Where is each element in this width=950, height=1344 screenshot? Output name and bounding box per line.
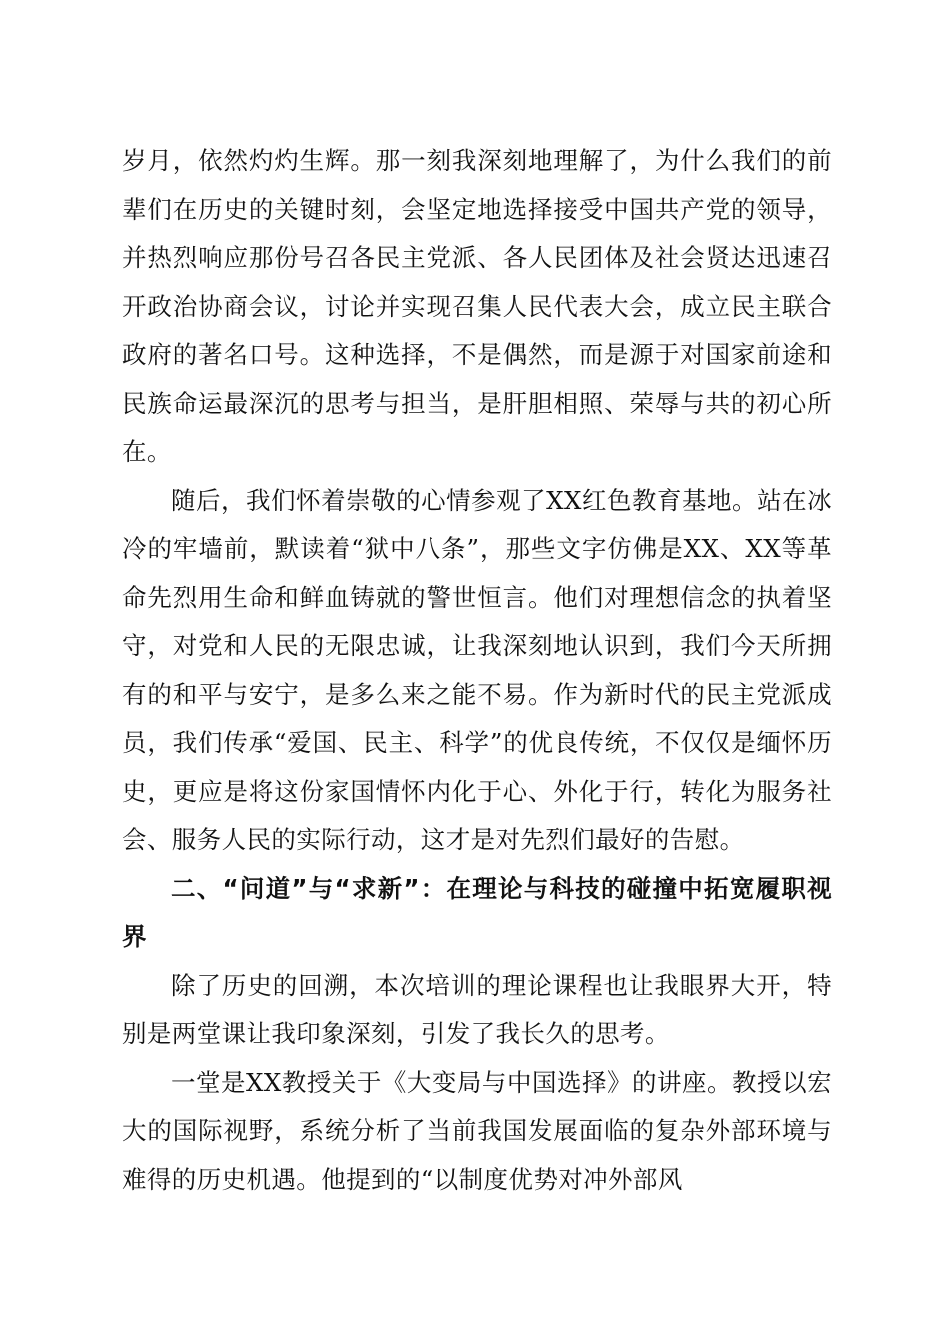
- section-heading-two: 二、“问道”与“求新”：在理论与科技的碰撞中拓宽履职视界: [122, 873, 832, 951]
- paragraph-lecture: 一堂是XX教授关于《大变局与中国选择》的讲座。教授以宏大的国际视野，系统分析了当前我国发展面临的复杂外部环境与难得的历史机遇。他提到的“以制度优势对冲外部风: [122, 1067, 832, 1194]
- paragraph-theory-courses: 除了历史的回溯，本次培训的理论课程也让我眼界大开，特别是两堂课让我印象深刻，引发了我长久的思考。: [122, 970, 832, 1048]
- document-body: [122, 137, 832, 1204]
- paragraph-red-education-visit: 随后，我们怀着崇敬的心情参观了XX红色教育基地。站在冰冷的牢墙前，默读着“狱中八条”，那些文字仿佛是XX、XX等革命先烈用生命和鲜血铸就的警世恒言。他们对理想信念的执着坚守，对党和人民的无限忠诚，让我深刻地认识到，我们今天所拥有的和平与安宁，是多么来之能不易。作为新时代的民主党派成员，我们传承“爱国、民主、科学”的优良传统，不仅仅是缅怀历史，更应是将这份家国情怀内化于心、外化于行，转化为服务社会、服务人民的实际行动，这才是对先烈们最好的告慰。: [122, 485, 832, 854]
- paragraph-continuation: 岁月，依然灼灼生辉。那一刻我深刻地理解了，为什么我们的前辈们在历史的关键时刻，会坚定地选择接受中国共产党的领导，并热烈响应那份号召各民主党派、各人民团体及社会贤达迅速召开政治协商会议，讨论并实现召集人民代表大会，成立民主联合政府的著名口号。这种选择，不是偶然，而是源于对国家前途和民族命运最深沉的思考与担当，是肝胆相照、荣辱与共的初心所在。: [122, 146, 832, 466]
